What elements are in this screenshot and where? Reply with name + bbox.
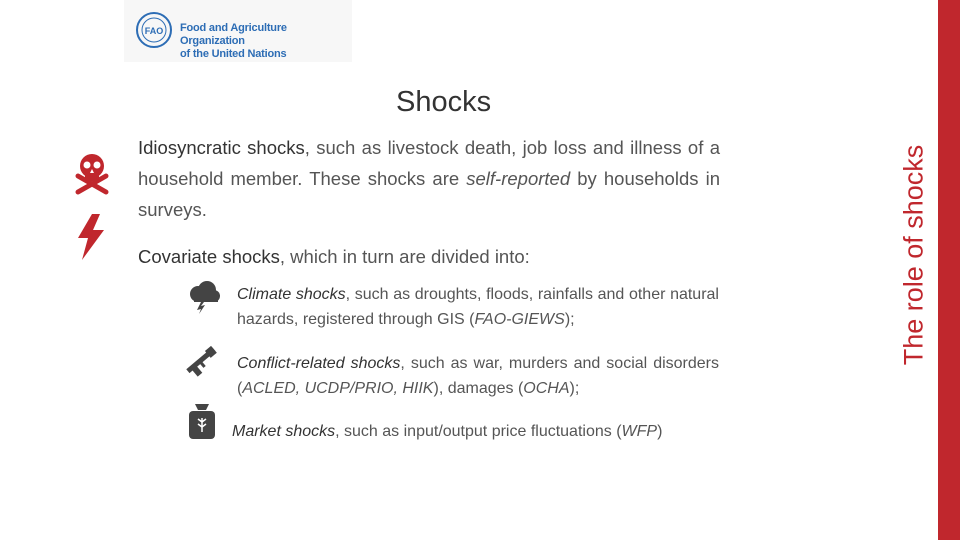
climate-source: FAO-GIEWS — [474, 311, 565, 328]
conflict-term: Conflict-related shocks — [237, 355, 401, 372]
idiosyncratic-emph: self-reported — [466, 168, 571, 189]
market-text1: , such as input/output price fluctuations ( — [335, 423, 622, 440]
climate-text2: ); — [564, 311, 575, 328]
conflict-text3: ); — [569, 380, 580, 397]
sidebar — [890, 0, 960, 540]
climate-item — [237, 282, 719, 332]
sidebar-title: The role of shocks — [898, 144, 929, 366]
conflict-item — [237, 351, 719, 401]
fao-name-line1: Food and Agriculture Organization — [180, 22, 287, 47]
fao-logo — [124, 0, 352, 62]
covariate-term: Covariate shocks — [138, 246, 280, 267]
conflict-source2: OCHA — [523, 380, 570, 397]
grain-sack-icon — [186, 402, 218, 440]
sidebar-title-panel — [890, 0, 938, 540]
market-text2: ) — [657, 423, 663, 440]
fao-emblem-icon — [134, 10, 174, 50]
conflict-text1: , such as war, murders and social disorders ( — [237, 355, 720, 397]
idiosyncratic-text2: by households in surveys. — [138, 168, 720, 220]
market-item — [232, 419, 714, 444]
svg-text:FAO: FAO — [144, 26, 164, 36]
market-source: WFP — [621, 423, 658, 440]
idiosyncratic-term: Idiosyncratic shocks — [138, 137, 305, 158]
climate-text1: , such as droughts, floods, rainfalls and other natural hazards, registered through GIS ( — [237, 286, 719, 328]
covariate-paragraph — [138, 242, 738, 272]
fao-name — [180, 22, 352, 61]
page-title: Shocks — [396, 86, 492, 118]
conflict-source: ACLED, UCDP/PRIO, HIIK — [242, 380, 434, 397]
market-term: Market shocks — [232, 423, 336, 440]
fao-name-line2: of the United Nations — [180, 48, 287, 60]
storm-cloud-icon — [186, 280, 222, 314]
covariate-text: , which in turn are divided into: — [279, 246, 530, 267]
idiosyncratic-paragraph — [138, 132, 720, 225]
skull-crossbones-icon — [72, 152, 112, 196]
climate-term: Climate shocks — [237, 286, 346, 303]
rifle-icon — [184, 343, 220, 377]
idiosyncratic-text1: , such as livestock death, job loss and illness of a household member. These shocks are — [138, 137, 720, 189]
conflict-text2: ), damages ( — [433, 380, 524, 397]
lightning-icon — [76, 214, 106, 260]
